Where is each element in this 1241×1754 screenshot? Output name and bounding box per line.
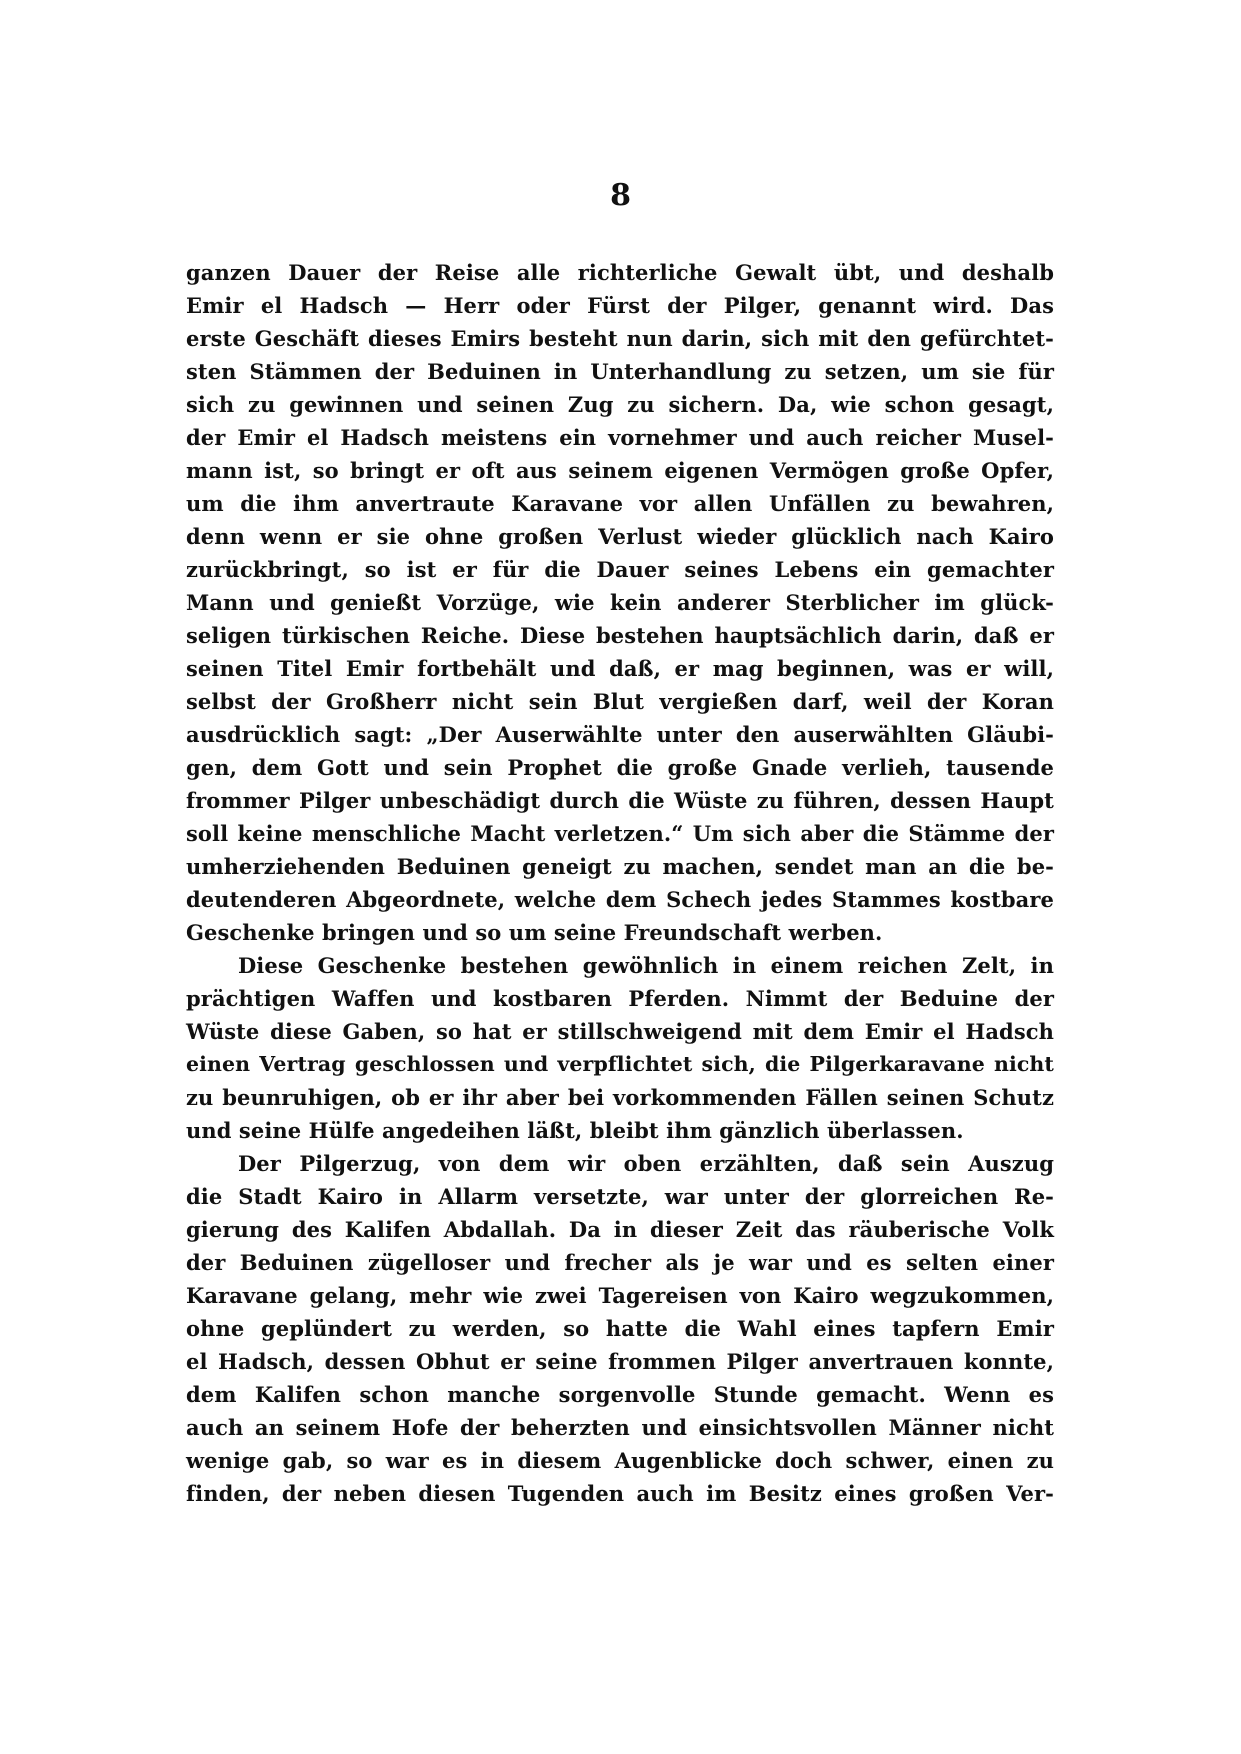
page-number: 8 (610, 178, 631, 213)
text-line: gierung des Kalifen Abdallah. Da in dieser Zeit das räuberische Volk (186, 1217, 1054, 1242)
text-line: auch an seinem Hofe der beherzten und einsichtsvollen Männer nicht (186, 1415, 1054, 1440)
text-line: und seine Hülfe angedeihen läßt, bleibt ihm gänzlich überlassen. (186, 1118, 964, 1143)
text-line: ausdrücklich sagt: „Der Auserwählte unter den auserwählten Gläubi- (186, 722, 1054, 747)
text-line: selbst der Großherr nicht sein Blut vergießen darf, weil der Koran (186, 689, 1054, 714)
text-line: ohne geplündert zu werden, so hatte die Wahl eines tapfern Emir (186, 1316, 1054, 1341)
text-line: wenige gab, so war es in diesem Augenblicke doch schwer, einen zu (186, 1448, 1054, 1473)
text-line: einen Vertrag geschlossen und verpflichtet sich, die Pilgerkaravane nicht (186, 1052, 1054, 1076)
text-line: Karavane gelang, mehr wie zwei Tagereisen von Kairo wegzukommen, (186, 1283, 1054, 1308)
text-line: sich zu gewinnen und seinen Zug zu sichern. Da, wie schon gesagt, (186, 392, 1054, 417)
text-line: seinen Titel Emir fortbehält und daß, er mag beginnen, was er will, (186, 656, 1054, 681)
text-line: mann ist, so bringt er oft aus seinem eigenen Vermögen große Opfer, (186, 458, 1054, 483)
text-line: ganzen Dauer der Reise alle richterliche Gewalt übt, und deshalb (186, 260, 1054, 285)
text-line: denn wenn er sie ohne großen Verlust wieder glücklich nach Kairo (186, 524, 1054, 549)
text-line: umherziehenden Beduinen geneigt zu machen, sendet man an die be- (186, 854, 1054, 879)
text-line: Mann und genießt Vorzüge, wie kein anderer Sterblicher im glück- (186, 590, 1054, 615)
text-line: die Stadt Kairo in Allarm versetzte, war unter der glorreichen Re- (186, 1184, 1054, 1209)
text-line: zurückbringt, so ist er für die Dauer seines Lebens ein gemachter (186, 557, 1054, 582)
text-line: Diese Geschenke bestehen gewöhnlich in einem reichen Zelt, in (238, 953, 1054, 978)
text-line: Geschenke bringen und so um seine Freundschaft werben. (186, 920, 883, 945)
text-line: Emir el Hadsch — Herr oder Fürst der Pilger, genannt wird. Das (186, 293, 1054, 318)
body-text (186, 256, 1054, 1510)
text-line: zu beunruhigen, ob er ihr aber bei vorkommenden Fällen seinen Schutz (186, 1085, 1054, 1110)
text-line: Wüste diese Gaben, so hat er stillschweigend mit dem Emir el Hadsch (186, 1019, 1054, 1044)
text-line: dem Kalifen schon manche sorgenvolle Stunde gemacht. Wenn es (186, 1382, 1054, 1407)
text-line: seligen türkischen Reiche. Diese bestehen hauptsächlich darin, daß er (186, 623, 1054, 648)
text-line: sten Stämmen der Beduinen in Unterhandlung zu setzen, um sie für (186, 359, 1054, 384)
text-line: der Emir el Hadsch meistens ein vornehmer und auch reicher Musel- (186, 425, 1054, 450)
text-line: finden, der neben diesen Tugenden auch im Besitz eines großen Ver- (186, 1481, 1054, 1506)
text-line: der Beduinen zügelloser und frecher als je war und es selten einer (186, 1250, 1054, 1275)
text-line: erste Geschäft dieses Emirs besteht nun darin, sich mit den gefürchtet- (186, 326, 1054, 351)
text-line: frommer Pilger unbeschädigt durch die Wüste zu führen, dessen Haupt (186, 788, 1054, 813)
text-line: soll keine menschliche Macht verletzen.“ Um sich aber die Stämme der (186, 821, 1054, 846)
text-line: deutenderen Abgeordnete, welche dem Schech jedes Stammes kostbare (186, 887, 1054, 912)
text-line: Der Pilgerzug, von dem wir oben erzählten, daß sein Auszug (238, 1151, 1054, 1176)
text-line: prächtigen Waffen und kostbaren Pferden. Nimmt der Beduine der (186, 986, 1054, 1011)
text-line: um die ihm anvertraute Karavane vor allen Unfällen zu bewahren, (186, 491, 1054, 516)
text-line: el Hadsch, dessen Obhut er seine frommen Pilger anvertrauen konnte, (186, 1349, 1054, 1374)
text-line: gen, dem Gott und sein Prophet die große Gnade verlieh, tausende (186, 755, 1054, 780)
